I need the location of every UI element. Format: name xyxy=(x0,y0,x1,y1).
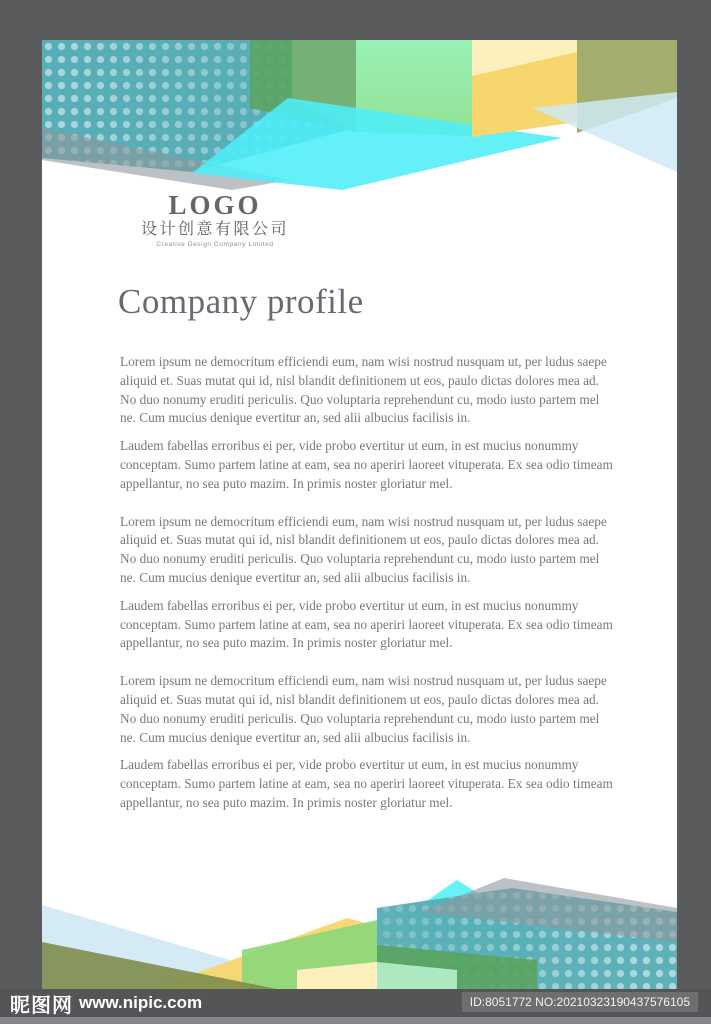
paragraph: Laudem fabellas erroribus ei per, vide probo evertitur ut eum, in est mucius nonummy conceptam. Sumo partem latine at eam, sea no aperiri laoreet vituperata. Ex sea odio timeam appellantur, no sea puto mazim. In primis noster gloriatur mel. xyxy=(120,438,613,491)
deco-shape-gray xyxy=(42,40,677,190)
halftone-dots-pattern xyxy=(42,850,677,990)
watermark-id-badge: ID:8051772 NO:20210323190437576105 xyxy=(462,992,698,1012)
deco-shape-green-dark xyxy=(42,40,677,190)
paragraph: Lorem ipsum ne democritum efficiendi eum, nam wisi nostrud nusquam ut, per ludus saepe aliquid et. Suas mutat qui id, nisl blandit definitionem ut eos, paulo dictas dolores mea ad. No duo nonumy eruditi periculis. Quo voluptaria reprehendunt cu, modo iusto partem mel ne. Cum mucius denique evertitur an, sed alii albucius facilisis in. xyxy=(120,354,607,426)
deco-shape-yellow xyxy=(42,850,677,990)
paragraph-block xyxy=(120,353,614,494)
deco-shape-yellow-pale xyxy=(42,850,677,990)
logo-subtitle-chinese: 设计创意有限公司 xyxy=(140,221,289,238)
logo-title: LOGO xyxy=(168,190,262,220)
logo-subtitle-english: Creative Design Company Limited xyxy=(156,241,274,248)
deco-shape-teal xyxy=(42,40,677,190)
deco-shape-mint xyxy=(42,40,677,190)
body-text xyxy=(120,353,614,832)
deco-shape-cyan xyxy=(42,850,677,990)
deco-shape-gray xyxy=(42,850,677,990)
letterhead-page xyxy=(42,40,677,990)
deco-shape-olive xyxy=(42,40,677,190)
deco-shape-green-dark xyxy=(42,850,677,990)
company-logo xyxy=(130,190,300,249)
bottom-decoration xyxy=(42,850,677,990)
watermark-site-logo: 昵图网 xyxy=(10,994,73,1017)
deco-shape-mint-pale xyxy=(42,850,677,990)
paragraph: Lorem ipsum ne democritum efficiendi eum, nam wisi nostrud nusquam ut, per ludus saepe aliquid et. Suas mutat qui id, nisl blandit definitionem ut eos, paulo dictas dolores mea ad. No duo nonumy eruditi periculis. Quo voluptaria reprehendunt cu, modo iusto partem mel ne. Cum mucius denique evertitur an, sed alii albucius facilisis in. xyxy=(120,513,607,585)
deco-shape-green-light xyxy=(42,850,677,990)
watermark-site-url: www.nipic.com xyxy=(79,993,203,1012)
deco-shape-teal xyxy=(42,850,677,990)
paragraph: Lorem ipsum ne democritum efficiendi eum, nam wisi nostrud nusquam ut, per ludus saepe aliquid et. Suas mutat qui id, nisl blandit definitionem ut eos, paulo dictas dolores mea ad. No duo nonumy eruditi periculis. Quo voluptaria reprehendunt cu, modo iusto partem mel ne. Cum mucius denique evertitur an, sed alii albucius facilisis in. xyxy=(120,673,607,745)
paragraph-block xyxy=(120,513,614,654)
paragraph-block xyxy=(120,672,614,813)
paragraph: Laudem fabellas erroribus ei per, vide probo evertitur ut eum, in est mucius nonummy conceptam. Sumo partem latine at eam, sea no aperiri laoreet vituperata. Ex sea odio timeam appellantur, no sea puto mazim. In primis noster gloriatur mel. xyxy=(120,597,613,651)
deco-shape-yellow xyxy=(42,40,677,190)
deco-shape-cyan xyxy=(42,40,677,190)
deco-shape-olive xyxy=(42,850,677,990)
top-decoration xyxy=(42,40,677,190)
bottom-strip xyxy=(0,1017,711,1024)
halftone-dots-pattern xyxy=(42,40,677,190)
paragraph: Laudem fabellas erroribus ei per, vide probo evertitur ut eum, in est mucius nonummy conceptam. Sumo partem latine at eam, sea no aperiri laoreet vituperata. Ex sea odio timeam appellantur, no sea puto mazim. In primis noster gloriatur mel. xyxy=(120,757,613,810)
deco-shape-lightblue xyxy=(42,40,677,190)
page-title: Company profile xyxy=(118,282,364,321)
deco-shape-lightblue xyxy=(42,850,677,990)
watermark-bar xyxy=(0,989,711,1017)
deco-shape-yellow-pale xyxy=(42,40,677,190)
